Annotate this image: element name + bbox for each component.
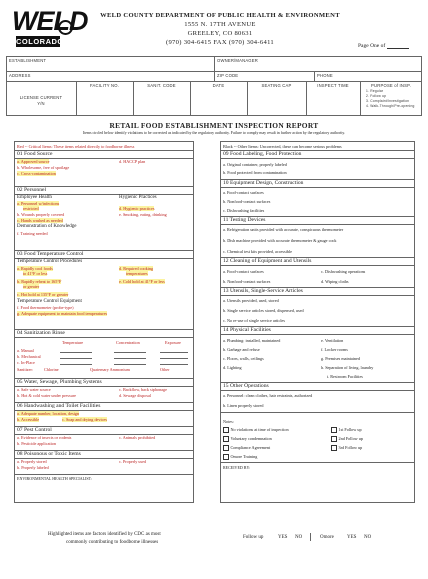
page-of-label: Page One of	[358, 43, 409, 49]
item-12c[interactable]: c. Dishwashing operations	[321, 269, 366, 274]
item-14e[interactable]: e. Ventilation	[321, 338, 344, 343]
first-follow-up-checkbox-icon[interactable]	[331, 427, 337, 433]
owner-label: OWNER/MANAGER	[217, 58, 258, 63]
purpose-walkthrough: 4. Walk-Through/Pre-opening	[366, 104, 415, 108]
item-06b[interactable]: b. Accessible	[17, 417, 40, 422]
section-04-title: 04 Sanitization Rinse	[17, 330, 65, 336]
section-15-title: 15 Other Operations	[223, 383, 269, 389]
purpose-complaint: 3. Complaint/Investigation	[366, 99, 410, 103]
temp-manual-blank[interactable]	[60, 352, 92, 353]
department-name: WELD COUNTY DEPARTMENT OF PUBLIC HEALTH & ENVIRONMENT	[100, 12, 340, 19]
item-01d[interactable]: d. HACCP plan	[119, 159, 146, 164]
item-08c[interactable]: c. Properly used	[119, 459, 147, 464]
weld-county-logo	[12, 6, 88, 50]
item-06c[interactable]: c. Soap and drying devices	[62, 417, 108, 422]
sanitizer-other[interactable]: Other	[160, 367, 170, 372]
item-10c[interactable]: c. Dishwashing facilities	[223, 208, 265, 213]
second-follow-up-checkbox-icon[interactable]	[331, 436, 337, 442]
purpose-follow-up: 2. Follow up	[366, 94, 387, 98]
zip-label: ZIP CODE	[217, 73, 239, 78]
item-12b[interactable]: b. Nonfood-contact surfaces	[223, 279, 271, 284]
license-yn-label: Y/N	[37, 101, 45, 106]
note-voluntary-condemnation[interactable]: Voluntary condemnation	[223, 436, 272, 442]
section-08-title: 08 Poisonous or Toxic Items	[17, 451, 81, 457]
note-omore-training[interactable]: Omore Training	[223, 454, 257, 460]
item-15a[interactable]: a. Personnel: clean clothes, hair restraints, authorized	[223, 393, 313, 398]
omore-yes[interactable]: YES	[347, 535, 357, 540]
knowledge-heading: Demonstration of Knowledge	[17, 224, 77, 229]
hygienic-practices-heading: Hygienic Practices	[119, 195, 157, 200]
received-by-signature-field[interactable]	[223, 472, 411, 500]
exp-manual-blank[interactable]	[160, 352, 188, 353]
item-03c[interactable]: c. Hot hold at 135°F or greater	[17, 292, 69, 297]
item-01a[interactable]: a. Approved source	[17, 159, 50, 164]
item-14h[interactable]: h. Separation of living, laundry	[321, 365, 374, 370]
inspect-time-label: INSPECT TIME	[317, 83, 349, 88]
follow-up-label: Follow up	[243, 535, 264, 540]
facility-no-label: FACILITY NO.	[89, 83, 120, 88]
footer-note-line2: commonly contributing to foodborne illnesses	[66, 540, 159, 545]
conc-mech-blank[interactable]	[114, 358, 146, 359]
item-10b[interactable]: b. Nonfood-contact surfaces	[223, 199, 271, 204]
note-third-follow-up[interactable]: 3rd Follow up	[331, 445, 362, 451]
item-04b[interactable]: b. Mechanical	[17, 354, 41, 359]
item-13c[interactable]: c. No re-use of single service articles	[223, 318, 285, 323]
sanit-code-label: SANIT. CODE	[147, 83, 176, 88]
follow-up-no[interactable]: NO	[295, 535, 303, 540]
item-13b[interactable]: b. Single service articles stored, dispensed, used	[223, 308, 304, 313]
item-03f[interactable]: f. Food thermometer (probe-type)	[17, 305, 74, 310]
conc-inplace-blank[interactable]	[114, 364, 146, 365]
item-03g[interactable]: g. Adequate equipment to maintain food temperatures	[17, 311, 108, 316]
omore-training-checkbox-icon[interactable]	[223, 454, 229, 460]
item-01c[interactable]: c. Cross-contamination	[17, 171, 56, 176]
item-02b[interactable]: b. Wounds properly covered	[17, 212, 65, 217]
seating-cap-label: SEATING CAP	[261, 83, 292, 88]
item-10a[interactable]: a. Food-contact surfaces	[223, 190, 264, 195]
footer-note-line1: Highlighted items are factors identified by CDC as most	[48, 532, 161, 537]
item-06a[interactable]: a. Adequate number, location, design	[17, 411, 80, 416]
item-08b[interactable]: b. Properly labeled	[17, 465, 49, 470]
sanitizer-label: Sanitizer:	[17, 367, 34, 372]
specialist-label: ENVIRONMENTAL HEALTH SPECIALIST:	[17, 476, 92, 481]
item-12a[interactable]: a. Food-contact surfaces	[223, 269, 264, 274]
section-12-title: 12 Cleaning of Equipment and Utensils	[223, 258, 312, 264]
note-no-violations[interactable]: No violations at time of inspection	[223, 427, 289, 433]
item-01b[interactable]: b. Wholesome, free of spoilage	[17, 165, 70, 170]
item-02c[interactable]: c. Hands washed as needed	[17, 218, 63, 223]
item-07b[interactable]: b. Pesticide application	[17, 441, 56, 446]
notes-label: Notes:	[223, 419, 234, 424]
critical-items-header: Red -- Critical Items: These items related directly to foodborne illness	[17, 144, 135, 149]
sanitizer-chlorine[interactable]: Chlorine	[44, 367, 59, 372]
omore-no[interactable]: NO	[364, 535, 372, 540]
report-subtitle: Items circled below identify violations to be corrected as indicated by the regulatory authority. Failure to comply may result in further action by the regulatory authority.	[82, 131, 346, 135]
item-05b[interactable]: b. Hot & cold water under pressure	[17, 393, 76, 398]
report-title: RETAIL FOOD ESTABLISHMENT INSPECTION REPORT	[109, 121, 319, 130]
item-05c[interactable]: c. Backflow, back siphonage	[119, 387, 167, 392]
purpose-regular: 1. Regular	[366, 89, 384, 93]
item-02e[interactable]: e. Smoking, eating, drinking	[119, 212, 167, 217]
temp-mech-blank[interactable]	[60, 358, 92, 359]
item-03b-cont: or greater	[23, 284, 40, 289]
section-11-title: 11 Testing Devices	[223, 217, 266, 223]
exp-inplace-blank[interactable]	[160, 364, 188, 365]
item-02a-cont: restricted	[23, 206, 39, 211]
item-12d[interactable]: d. Wiping cloths	[321, 279, 349, 284]
item-13a[interactable]: a. Utensils provided, used, stored	[223, 298, 279, 303]
item-14g[interactable]: g. Premises maintained	[321, 356, 360, 361]
phone-fax-line: (970) 304-6415 FAX (970) 304-6411	[165, 39, 275, 46]
item-03b[interactable]: b. Rapidly reheat to 165°F	[17, 279, 62, 284]
item-08a[interactable]: a. Properly stored	[17, 459, 47, 464]
item-05d[interactable]: d. Sewage disposal	[119, 393, 151, 398]
note-second-follow-up[interactable]: 2nd Follow up	[331, 436, 363, 442]
logo-ring-icon	[58, 20, 73, 35]
col-temperature: Temperature	[62, 340, 84, 345]
item-03d-cont: temperatures	[126, 271, 148, 276]
section-03-title: 03 Food Temperature Control	[17, 251, 84, 257]
item-07a[interactable]: a. Evidence of insects or rodents	[17, 435, 72, 440]
compliance-agreement-checkbox-icon[interactable]	[223, 445, 229, 451]
section-14-title: 14 Physical Facilities	[223, 327, 271, 333]
no-violations-checkbox-icon[interactable]	[223, 427, 229, 433]
col-exposure: Exposure	[165, 340, 181, 345]
phone-label: PHONE	[317, 73, 333, 78]
page-count-blank[interactable]	[387, 43, 409, 49]
exp-mech-blank[interactable]	[160, 358, 188, 359]
other-items-header: Black -- Other Items: Uncorrected, these can become serious problems	[223, 144, 342, 149]
omore-label: Omore	[320, 535, 334, 540]
item-09a[interactable]: a. Original container, properly labeled	[223, 162, 287, 167]
item-05a[interactable]: a. Safe water source	[17, 387, 51, 392]
address-line: 1555 N. 17TH AVENUE	[184, 21, 256, 28]
item-04a[interactable]: a. Manual	[17, 348, 34, 353]
item-02d[interactable]: d. Hygienic practices	[119, 206, 155, 211]
purpose-label: PURPOSE of INSP.	[371, 83, 411, 88]
logo-letters: WELD	[12, 6, 88, 36]
address-label: ADDRESS	[9, 73, 31, 78]
section-07-title: 07 Pest Control	[17, 427, 52, 433]
sanitizer-quat[interactable]: Quaternary Ammonium	[90, 367, 130, 372]
item-14c[interactable]: c. Floors, walls, ceilings	[223, 356, 264, 361]
item-14i[interactable]: i. Restroom Facilities	[327, 374, 363, 379]
item-02a[interactable]: a. Personnel w/infections	[17, 201, 60, 206]
section-06-title: 06 Handwashing and Toilet Facilities	[17, 403, 101, 409]
temp-inplace-blank[interactable]	[60, 364, 92, 365]
section-09-title: 09 Food Labeling, Food Protection	[223, 151, 302, 157]
item-03a[interactable]: a. Rapidly cool foods	[17, 266, 53, 271]
item-14b[interactable]: b. Garbage and refuse	[223, 347, 260, 352]
item-03e[interactable]: e. Cold hold at 41°F or less	[119, 279, 165, 284]
item-11a[interactable]: a. Refrigeration units provided with accurate, conspicuous thermometer	[223, 227, 344, 232]
city-line: GREELEY, CO 80631	[187, 30, 253, 37]
establishment-label: ESTABLISHMENT	[9, 58, 47, 63]
license-current-label: LICENSE CURRENT	[19, 95, 63, 100]
employee-health-heading: Employee Health	[17, 195, 52, 200]
item-15b[interactable]: b. Linen properly stored	[223, 403, 264, 408]
temp-procedures-heading: Temperature Control Procedures	[17, 259, 83, 264]
third-follow-up-checkbox-icon[interactable]	[331, 445, 337, 451]
section-13-title: 13 Utensils, Single-Service Articles	[223, 288, 303, 294]
follow-up-yes[interactable]: YES	[278, 535, 288, 540]
item-02f[interactable]: f. Training needed	[17, 231, 48, 236]
voluntary-condemnation-checkbox-icon[interactable]	[223, 436, 229, 442]
note-compliance-agreement[interactable]: Compliance Agreement	[223, 445, 270, 451]
note-first-follow-up[interactable]: 1st Follow up	[331, 427, 362, 433]
section-10-title: 10 Equipment Design, Construction	[223, 180, 304, 186]
item-14d[interactable]: d. Lighting	[223, 365, 242, 370]
item-04c[interactable]: c. In-Place	[17, 360, 35, 365]
logo-colorado-band: COLORADO	[16, 37, 64, 46]
item-14f[interactable]: f. Locker rooms	[321, 347, 348, 352]
section-05-title: 05 Water, Sewage, Plumbing Systems	[17, 379, 102, 385]
section-01-title: 01 Food Source	[17, 151, 53, 157]
item-11c[interactable]: c. Chemical test kits provided, accessible	[223, 249, 292, 254]
section-02-title: 02 Personnel	[17, 187, 47, 193]
item-07c[interactable]: c. Animals prohibited	[119, 435, 156, 440]
date-label: DATE	[212, 83, 225, 88]
item-03d[interactable]: d. Required cooking	[119, 266, 154, 271]
item-03a-cont: to 41°F or less	[23, 271, 48, 276]
item-14a[interactable]: a. Plumbing: installed, maintained	[223, 338, 281, 343]
temp-equipment-heading: Temperature Control Equipment	[17, 299, 82, 304]
item-09b[interactable]: b. Food protected from contamination	[223, 170, 287, 175]
received-by-label: RECEIVED BY:	[223, 465, 251, 470]
col-concentration: Concentration	[116, 340, 140, 345]
item-11b[interactable]: b. Dish machine provided with accurate thermometer & gauge cock	[223, 238, 337, 243]
conc-manual-blank[interactable]	[114, 352, 146, 353]
specialist-signature-field[interactable]	[17, 482, 187, 500]
